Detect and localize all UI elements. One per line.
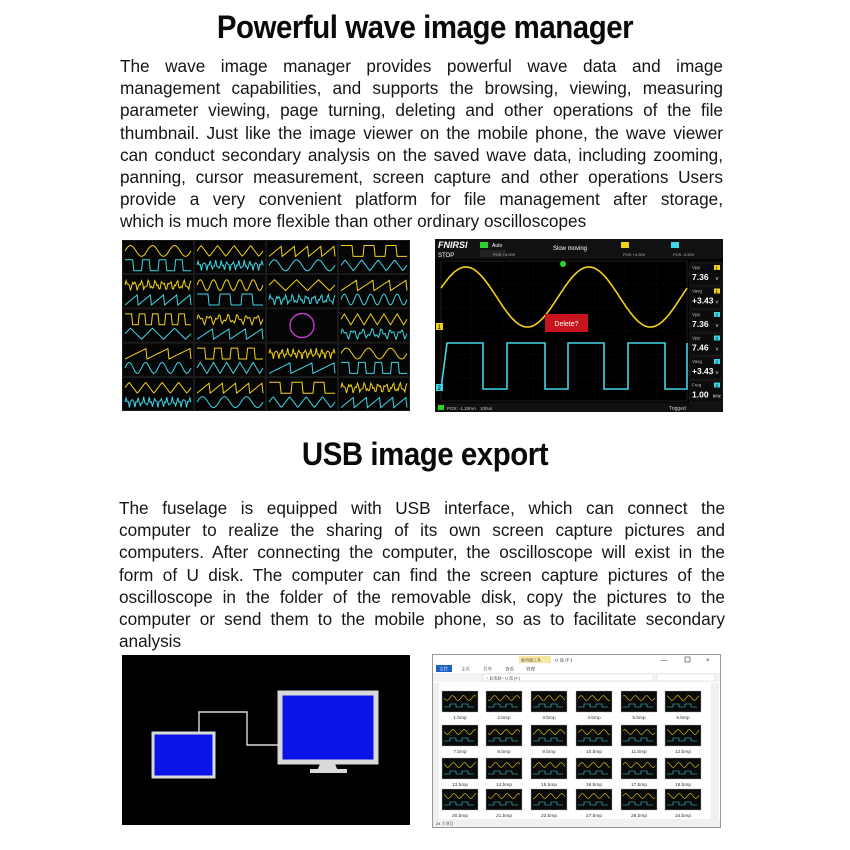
bottom-pos: POS: -1.20mA	[447, 406, 477, 411]
wave-manager-description	[120, 55, 723, 233]
file-name: 2.bmp	[497, 716, 511, 721]
paragraph-line: computer or send them to the mobile phone, so as to facilitate secondary	[119, 609, 725, 630]
svg-text:POS -0.50V: POS -0.50V	[673, 252, 695, 257]
ribbon-tab[interactable]: 共享	[483, 666, 492, 672]
file-name: 1.bmp	[453, 716, 467, 721]
file-name: 28.bmp	[631, 814, 647, 819]
file-explorer-graphic	[433, 655, 720, 827]
readout-value: 1.00	[692, 389, 709, 400]
readout-label: Freq	[692, 382, 702, 388]
file-name: 10.bmp	[586, 750, 602, 755]
file-name: 17.bmp	[631, 783, 647, 788]
readout-label: Vavg	[692, 359, 702, 364]
paragraph-line: The wave image manager provides powerful wave data and image	[120, 56, 723, 76]
file-name: 13.bmp	[452, 783, 468, 788]
oscilloscope-screen	[435, 239, 723, 412]
readout-value: +3.43	[692, 295, 714, 306]
readout-value: 7.36	[692, 319, 709, 329]
status-slow-moving: Slow moving	[553, 246, 588, 252]
readout-channel: 1	[715, 288, 719, 294]
readout-unit: V	[715, 323, 719, 328]
delete-dialog-label: Delete?	[554, 321, 579, 328]
file-explorer-window	[432, 654, 721, 828]
paragraph-line: computer to realize the sharing of its own screen capture pictures and	[119, 520, 725, 541]
paragraph-line: The fuselage is equipped with USB interface, which can connect the	[119, 498, 725, 518]
window-title: U 盘 (F:)	[555, 657, 573, 663]
paragraph-line: can conduct secondary analysis on the saved wave data, including zooming,	[120, 144, 723, 165]
readout-unit: V	[715, 299, 719, 305]
paragraph-line: analysis	[119, 631, 182, 652]
ch2-marker: 2	[437, 386, 441, 392]
readout-label: Vpp	[692, 335, 701, 341]
paragraph-line: form of U disk. The computer can find the screen capture pictures of the	[119, 564, 725, 585]
paragraph-line: management capabilities, and supports the browsing, viewing, measuring	[120, 78, 723, 99]
paragraph-line: which is much more flexible than other ordinary oscilloscopes	[120, 211, 587, 232]
readout-channel: 1	[715, 265, 719, 271]
readout-channel: 2	[715, 312, 719, 318]
file-name: 27.bmp	[586, 814, 602, 819]
paragraph-line: thumbnail. Just like the image viewer on the mobile phone, the wave viewer	[120, 122, 723, 143]
readout-value: 7.36	[692, 272, 709, 282]
paragraph-line: oscilloscope in the folder of the removable disk, copy the pictures to the	[119, 586, 725, 607]
file-name: 12.bmp	[675, 750, 691, 755]
brand-logo: FNIRSI	[438, 240, 468, 250]
section-title-usb-export: USB image export	[301, 436, 549, 472]
file-name: 6.bmp	[676, 716, 690, 721]
ribbon-title: 驱动器工具	[521, 657, 541, 663]
oscilloscope-viewer	[435, 239, 723, 412]
close-icon[interactable]: ×	[706, 658, 710, 664]
status-bar-count: 24 个项目	[436, 821, 454, 826]
readout-unit: V	[715, 346, 719, 352]
readout-unit: kHz	[713, 393, 721, 399]
readout-value: 7.46	[692, 342, 709, 353]
file-name: 11.bmp	[631, 750, 647, 755]
oscilloscope-device-icon	[153, 733, 214, 777]
bottom-timebase: 100us	[480, 406, 493, 411]
file-name: 34.bmp	[675, 814, 691, 819]
file-name: 3.bmp	[542, 716, 556, 721]
usb-connection-diagram	[122, 655, 410, 825]
ribbon-tab[interactable]: 文件	[439, 666, 448, 672]
paragraph-line: panning, cursor measurement, screen capture and other operations Users	[120, 167, 723, 188]
file-name: 21.bmp	[496, 814, 512, 819]
file-name: 23.bmp	[541, 814, 557, 819]
ch1-marker: 1	[437, 325, 441, 331]
file-name: 14.bmp	[496, 783, 512, 788]
paragraph-line: provide a very convenient platform for file management after storage,	[120, 189, 723, 210]
readout-label: Vpp	[692, 312, 701, 317]
file-name: 18.bmp	[675, 783, 691, 788]
connection-diagram-graphic	[122, 655, 410, 825]
ribbon-tab[interactable]: 主页	[461, 666, 470, 672]
file-name: 20.bmp	[452, 814, 468, 819]
trigger-mode: Auto	[492, 243, 503, 249]
usb-export-description	[119, 497, 725, 652]
file-name: 5.bmp	[632, 716, 646, 721]
computer-monitor-icon	[280, 693, 376, 762]
readout-unit: V	[715, 370, 719, 375]
ribbon-tab-manage[interactable]: 管理	[526, 666, 535, 672]
thumbnail-grid-graphic	[122, 240, 410, 411]
readout-channel: 2	[715, 382, 719, 388]
ribbon-tab[interactable]: 查看	[505, 666, 514, 672]
readout-channel: 2	[715, 359, 719, 365]
address-path: › 此电脑 › U 盘 (F:)	[487, 675, 521, 681]
svg-text:—: —	[661, 658, 667, 664]
file-name: 7.bmp	[453, 750, 467, 755]
readout-unit: V	[715, 276, 719, 281]
search-input[interactable]	[657, 674, 715, 681]
run-state: STOP	[438, 253, 455, 259]
readout-label: Vpp	[692, 265, 701, 270]
thumbnail-grid	[122, 240, 410, 411]
file-name: 16.bmp	[586, 783, 602, 788]
file-name: 8.bmp	[497, 750, 511, 755]
file-name: 9.bmp	[542, 750, 556, 755]
file-name: 15.bmp	[541, 783, 557, 788]
file-name: 4.bmp	[587, 716, 601, 721]
trigger-status: Trigged	[669, 406, 686, 412]
section-title-wave-manager: Powerful wave image manager	[216, 9, 634, 45]
svg-text:POS +4.30V: POS +4.30V	[623, 252, 646, 257]
readout-label: Vavg	[692, 288, 702, 294]
svg-text:POS +4.00V: POS +4.00V	[493, 252, 516, 257]
readout-channel: 2	[715, 335, 719, 341]
readout-value: +3.43	[692, 366, 714, 376]
paragraph-line: computers. After connecting the computer, the oscilloscope will exist in the	[119, 542, 725, 563]
paragraph-line: parameter viewing, page turning, deleting and other operations of the file	[120, 100, 723, 121]
